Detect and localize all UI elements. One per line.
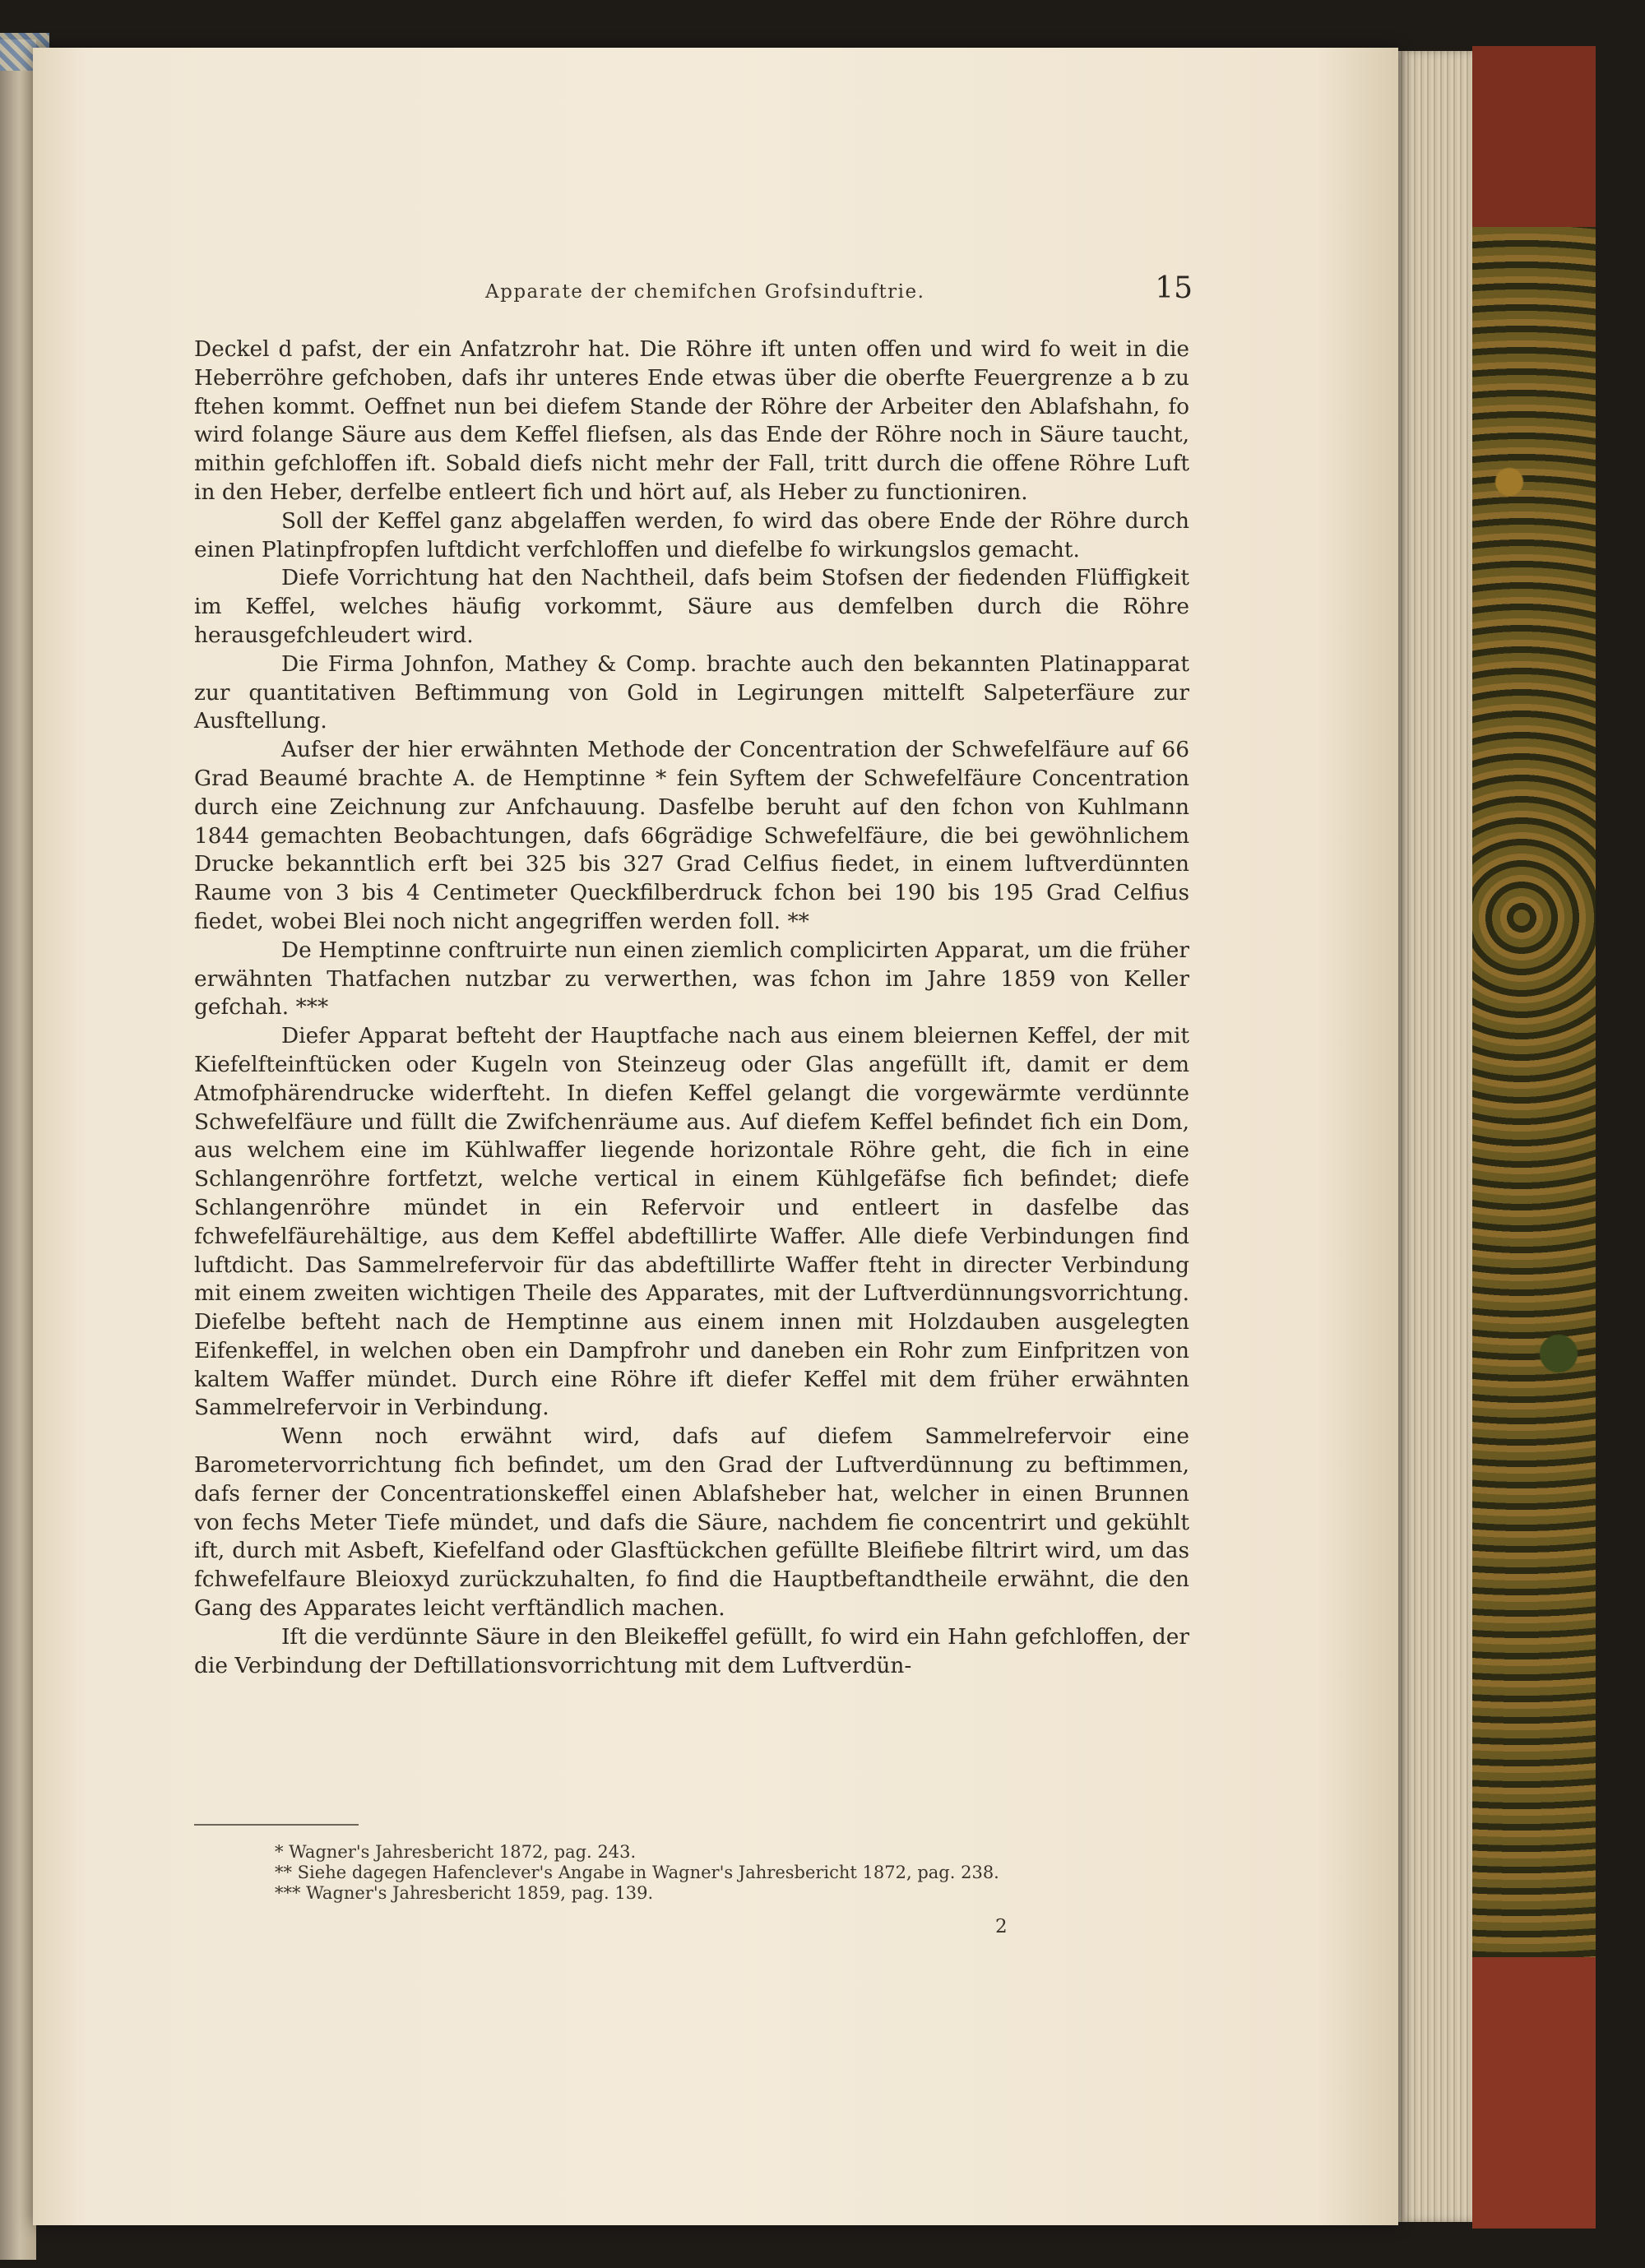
footnote: * Wagner's Jahresbericht 1872, pag. 243. [275,1842,637,1862]
body-text [194,336,1189,1680]
cover-corner-bottom [1472,1957,1596,2229]
page-stack-edge [1398,51,1472,2222]
footnote-rule [194,1824,359,1826]
paragraph: Deckel d pafst, der ein Anfatzrohr hat. Die Röhre ift unten offen und wird fo weit in die Heberröhre gefchoben, dafs ihr unteres Ende etwas über die oberfte Feuergrenze a b zu ftehen kommt. Oeffnet nun bei diefem Stande der Röhre der Arbeiter den Ablafshahn, fo wird folange Säure aus dem Keffel fliefsen, als das Ende der Röhre noch in Säure taucht, mithin gefchloffen ift. Sobald diefs nicht mehr der Fall, tritt durch die offene Röhre Luft in den Heber, derfelbe entleert fich und hört auf, als Heber zu functioniren. [194,336,1189,505]
footnote: *** Wagner's Jahresbericht 1859, pag. 139. [275,1883,654,1903]
paragraph: Diefer Apparat befteht der Hauptfache nach aus einem bleiernen Keffel, der mit Kiefelfteinftücken oder Kugeln von Steinzeug oder Glas angefüllt ift, damit er dem Atmofphärendrucke widerfteht. In diefen Keffel gelangt die vorgewärmte verdünnte Schwefelfäure und füllt die Zwifchenräume aus. Auf diefem Keffel befindet fich ein Dom, aus welchem eine im Kühlwaffer liegende horizontale Röhre geht, die fich in eine Schlangenröhre fortfetzt, welche vertical in einem Kühlgefäfse fich befindet; diefe Schlangenröhre mündet in ein Refervoir und entleert in dasfelbe das fchwefelfäurehältige, aus dem Keffel abdeftillirte Waffer. Alle diefe Verbindungen find luftdicht. Das Sammelrefervoir für das abdeftillirte Waffer fteht in directer Verbindung mit einem zweiten wichtigen Theile des Apparates, mit der Luftverdünnungsvorrichtung. Diefelbe befteht nach de Hemptinne aus einem innen mit Holzdauben ausgelegten Eifenkeffel, in welchen oben ein Dampfrohr und daneben ein Rohr zum Einfpritzen von kaltem Waffer mündet. Durch eine Röhre ift diefer Keffel mit dem früher erwähnten Sammelrefervoir in Verbindung. [194,1023,1189,1421]
paragraph: Die Firma Johnfon, Mathey & Comp. brachte auch den bekannten Platinapparat zur quantitativen Beftimmung von Gold in Legirungen mittelft Salpeterfäure zur Ausftellung. [194,650,1189,734]
paragraph: Diefe Vorrichtung hat den Nachtheil, dafs beim Stofsen der fiedenden Flüffigkeit im Keffel, welches häufig vorkommt, Säure aus demfelben durch die Röhre herausgefchleudert wird. [194,565,1189,648]
footnote: ** Siehe dagegen Hafenclever's Angabe in Wagner's Jahresbericht 1872, pag. 238. [275,1863,999,1882]
cover-corner-top [1472,46,1596,227]
left-page-edge [0,39,36,2260]
paragraph: Aufser der hier erwähnten Methode der Concentration der Schwefelfäure auf 66 Grad Beaumé brachte A. de Hemptinne * fein Syftem der Schwefelfäure Concentration durch eine Zeichnung zur Anfchauung. Dasfelbe beruht auf den fchon von Kuhlmann 1844 gemachten Beobachtungen, dafs 66grädige Schwefelfäure, die bei gewöhnlichem Drucke bekanntlich erft bei 325 bis 327 Grad Celfius fiedet, in einem luftverdünnten Raume von 3 bis 4 Centimeter Queckfilberdruck fchon bei 190 bis 195 Grad Celfius fiedet, wobei Blei noch nicht angegriffen werden foll. ** [194,737,1189,934]
page-number: 15 [1155,271,1193,305]
paragraph: De Hemptinne conftruirte nun einen ziemlich complicirten Apparat, um die früher erwähnten Thatfachen nutzbar zu verwerthen, was fchon im Jahre 1859 von Keller gefchah. *** [194,937,1189,1021]
running-title: Apparate der chemifchen Grofsinduftrie. [485,281,925,303]
page-header [485,271,1193,305]
paragraph: Soll der Keffel ganz abgelaffen werden, fo wird das obere Ende der Röhre durch einen Platinpfropfen luftdicht verfchloffen und diefelbe fo wirkungslos gemacht. [194,507,1189,562]
paragraph: Ift die verdünnte Säure in den Bleikeffel gefüllt, fo wird ein Hahn gefchloffen, der die Verbindung der Deftillationsvorrichtung mit dem Luftverdün- [194,1623,1189,1678]
paragraph: Wenn noch erwähnt wird, dafs auf diefem Sammelrefervoir eine Barometervorrichtung fich befindet, um den Grad der Luftverdünnung zu beftimmen, dafs ferner der Concentrationskeffel einen Ablafsheber hat, welcher in einen Brunnen von fechs Meter Tiefe mündet, und dafs die Säure, nachdem fie concentrirt und gekühlt ift, durch mit Asbeft, Kiefelfand oder Glasftückchen gefüllte Bleifiebe filtrirt wird, um das fchwefelfaure Bleioxyd zurückzuhalten, fo find die Hauptbeftandtheile erwähnt, die den Gang des Apparates leicht verftändlich machen. [194,1423,1189,1622]
footnotes [275,1842,1179,1904]
marbled-cover [1472,46,1596,2225]
signature-mark: 2 [995,1916,1008,1937]
